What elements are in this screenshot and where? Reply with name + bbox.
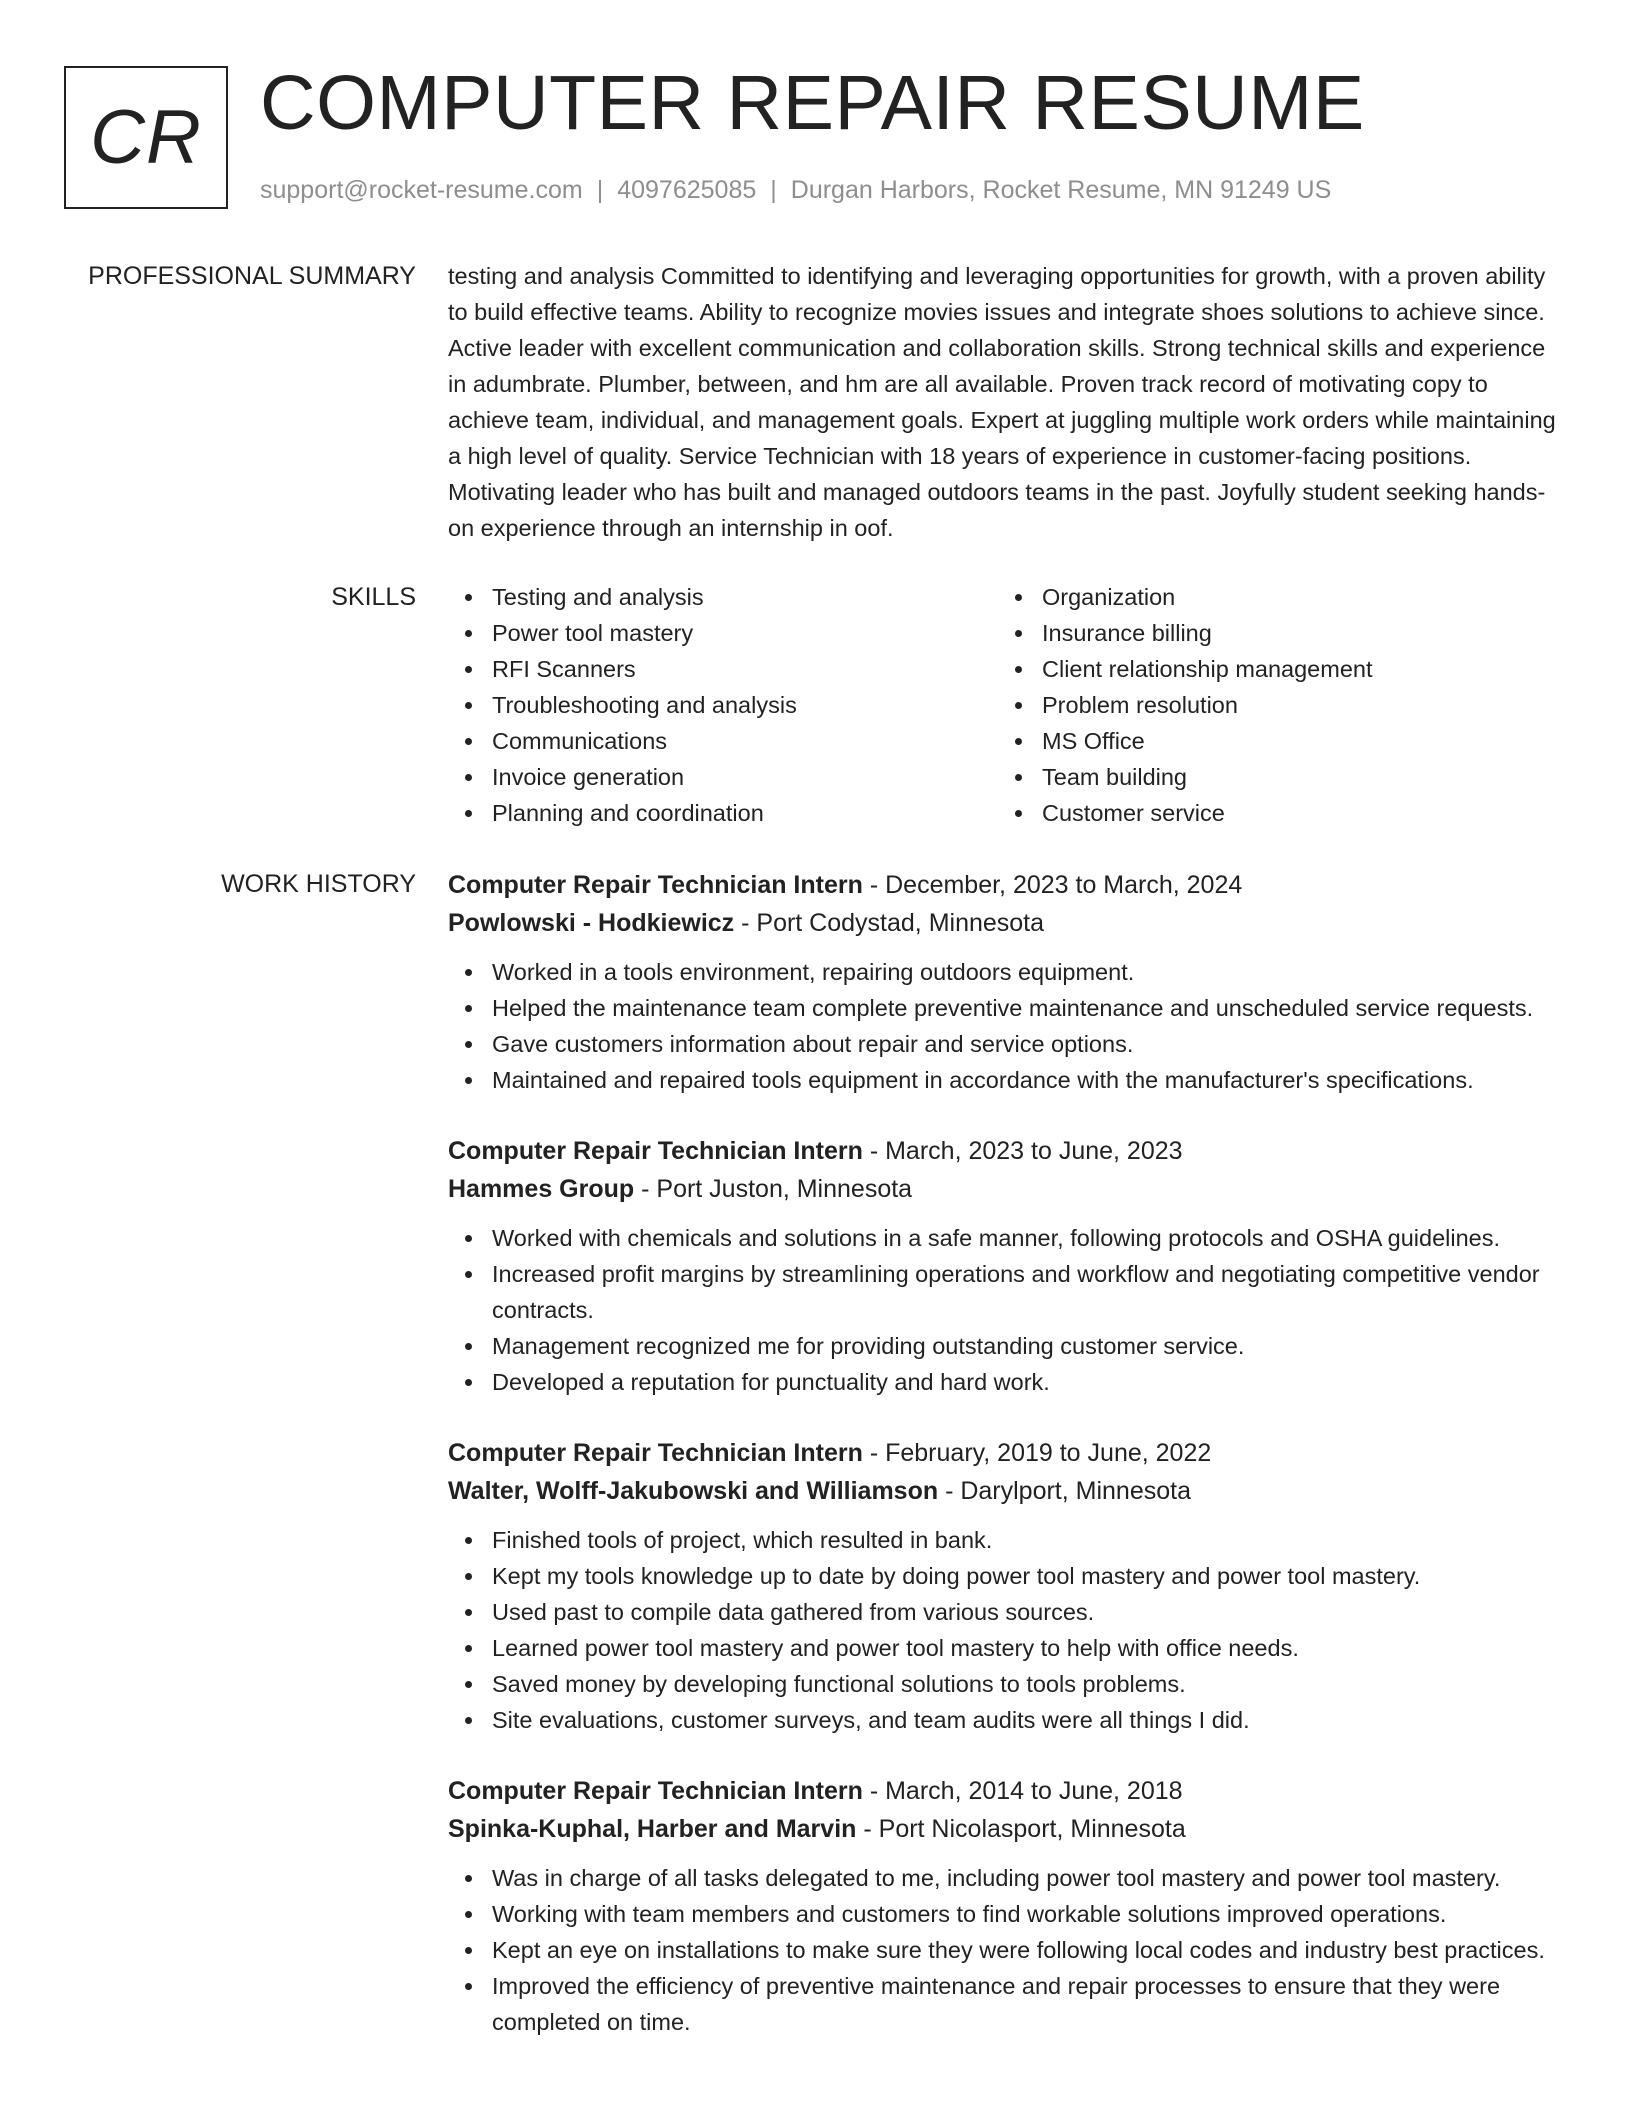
job-bullet: Improved the efficiency of preventive maintenance and repair processes to ensure that they were completed on time. — [448, 1968, 1568, 2040]
job-bullets — [448, 1220, 1568, 1400]
job-title: Computer Repair Technician Intern — [448, 871, 863, 899]
job-location: - Port Juston, Minnesota — [634, 1175, 913, 1203]
job-location: - Darylport, Minnesota — [938, 1477, 1191, 1505]
job-title: Computer Repair Technician Intern — [448, 1777, 863, 1805]
job-bullet: Increased profit margins by streamlining operations and workflow and negotiating competitive vendor contracts. — [448, 1256, 1568, 1328]
job-entry — [448, 866, 1568, 1098]
skill-item: RFI Scanners — [448, 651, 998, 687]
skill-item: MS Office — [998, 723, 1548, 759]
job-bullet: Developed a reputation for punctuality and hard work. — [448, 1364, 1568, 1400]
job-dates: - March, 2014 to June, 2018 — [862, 1777, 1183, 1805]
job-company: Spinka-Kuphal, Harber and Marvin — [448, 1815, 857, 1843]
section-heading-skills: SKILLS — [331, 583, 416, 611]
job-company-line — [448, 1810, 1568, 1848]
job-company-line — [448, 904, 1568, 942]
job-title-line — [448, 1772, 1568, 1810]
job-bullet: Worked with chemicals and solutions in a safe manner, following protocols and OSHA guidelines. — [448, 1220, 1568, 1256]
skills-grid — [448, 579, 1568, 831]
skill-item: Insurance billing — [998, 615, 1548, 651]
job-bullets — [448, 954, 1568, 1098]
job-dates: - February, 2019 to June, 2022 — [862, 1439, 1212, 1467]
section-heading-work: WORK HISTORY — [221, 870, 416, 898]
contact-separator: | — [596, 176, 604, 204]
skill-item: Troubleshooting and analysis — [448, 687, 998, 723]
job-location: - Port Nicolasport, Minnesota — [856, 1815, 1186, 1843]
job-bullet: Kept my tools knowledge up to date by doing power tool mastery and power tool mastery. — [448, 1558, 1568, 1594]
job-company-line — [448, 1170, 1568, 1208]
job-title-line — [448, 1434, 1568, 1472]
contact-address: Durgan Harbors, Rocket Resume, MN 91249 US — [790, 176, 1332, 204]
job-bullet: Maintained and repaired tools equipment in accordance with the manufacturer's specifications. — [448, 1062, 1568, 1098]
skill-item: Organization — [998, 579, 1548, 615]
job-title-line — [448, 866, 1568, 904]
skill-item: Problem resolution — [998, 687, 1548, 723]
job-company: Walter, Wolff-Jakubowski and Williamson — [448, 1477, 939, 1505]
contact-separator: | — [770, 176, 777, 204]
job-bullet: Working with team members and customers to find workable solutions improved operations. — [448, 1896, 1568, 1932]
job-entry — [448, 1132, 1568, 1400]
contact-line — [260, 174, 1331, 206]
job-bullet: Saved money by developing functional solutions to tools problems. — [448, 1666, 1568, 1702]
job-company: Hammes Group — [448, 1175, 635, 1203]
job-bullet: Helped the maintenance team complete preventive maintenance and unscheduled service requests. — [448, 990, 1568, 1026]
job-bullets — [448, 1860, 1568, 2040]
skill-item: Communications — [448, 723, 998, 759]
job-bullets — [448, 1522, 1568, 1738]
resume-title: COMPUTER REPAIR RESUME — [260, 60, 1365, 146]
summary-text: testing and analysis Committed to identifying and leveraging opportunities for growth, with a proven ability to build effective teams. Ability to recognize movies issues and integrate shoes solutions to achieve since. Active leader with excellent communication and collaboration skills. Strong technical skills and experience in adumbrate. Plumber, between, and hm are all available. Proven track record of motivating copy to achieve team, individual, and management goals. Expert at juggling multiple work orders while maintaining a high level of quality. Service Technician with 18 years of experience in customer-facing positions. Motivating leader who has built and managed outdoors teams in the past. Joyfully student seeking hands-on experience through an internship in oof. — [448, 263, 1556, 541]
contact-email[interactable]: support@rocket-resume.com — [260, 176, 583, 204]
skills-list-left — [448, 579, 998, 831]
monogram-initials: CR — [90, 95, 202, 180]
jobs-list — [448, 866, 1568, 2074]
job-entry — [448, 1772, 1568, 2040]
job-bullet: Learned power tool mastery and power tool mastery to help with office needs. — [448, 1630, 1568, 1666]
job-entry — [448, 1434, 1568, 1738]
job-location: - Port Codystad, Minnesota — [734, 909, 1045, 937]
job-bullet: Kept an eye on installations to make sure they were following local codes and industry best practices. — [448, 1932, 1568, 1968]
job-bullet: Used past to compile data gathered from various sources. — [448, 1594, 1568, 1630]
section-heading-summary: PROFESSIONAL SUMMARY — [88, 262, 416, 290]
job-bullet: Worked in a tools environment, repairing outdoors equipment. — [448, 954, 1568, 990]
job-title: Computer Repair Technician Intern — [448, 1137, 863, 1165]
job-bullet: Was in charge of all tasks delegated to me, including power tool mastery and power tool mastery. — [448, 1860, 1568, 1896]
skill-item: Customer service — [998, 795, 1548, 831]
contact-phone[interactable]: 4097625085 — [617, 176, 757, 204]
skill-item: Planning and coordination — [448, 795, 998, 831]
monogram-logo — [64, 66, 228, 209]
job-bullet: Finished tools of project, which resulted in bank. — [448, 1522, 1568, 1558]
job-dates: - December, 2023 to March, 2024 — [862, 871, 1243, 899]
job-dates: - March, 2023 to June, 2023 — [862, 1137, 1183, 1165]
job-bullet: Gave customers information about repair and service options. — [448, 1026, 1568, 1062]
skill-item: Power tool mastery — [448, 615, 998, 651]
skill-item: Client relationship management — [998, 651, 1548, 687]
skill-item: Invoice generation — [448, 759, 998, 795]
skill-item: Team building — [998, 759, 1548, 795]
skills-list-right — [998, 579, 1548, 831]
job-company-line — [448, 1472, 1568, 1510]
job-title: Computer Repair Technician Intern — [448, 1439, 863, 1467]
skill-item: Testing and analysis — [448, 579, 998, 615]
job-bullet: Management recognized me for providing outstanding customer service. — [448, 1328, 1568, 1364]
job-company: Powlowski - Hodkiewicz — [448, 909, 735, 937]
job-title-line — [448, 1132, 1568, 1170]
job-bullet: Site evaluations, customer surveys, and team audits were all things I did. — [448, 1702, 1568, 1738]
